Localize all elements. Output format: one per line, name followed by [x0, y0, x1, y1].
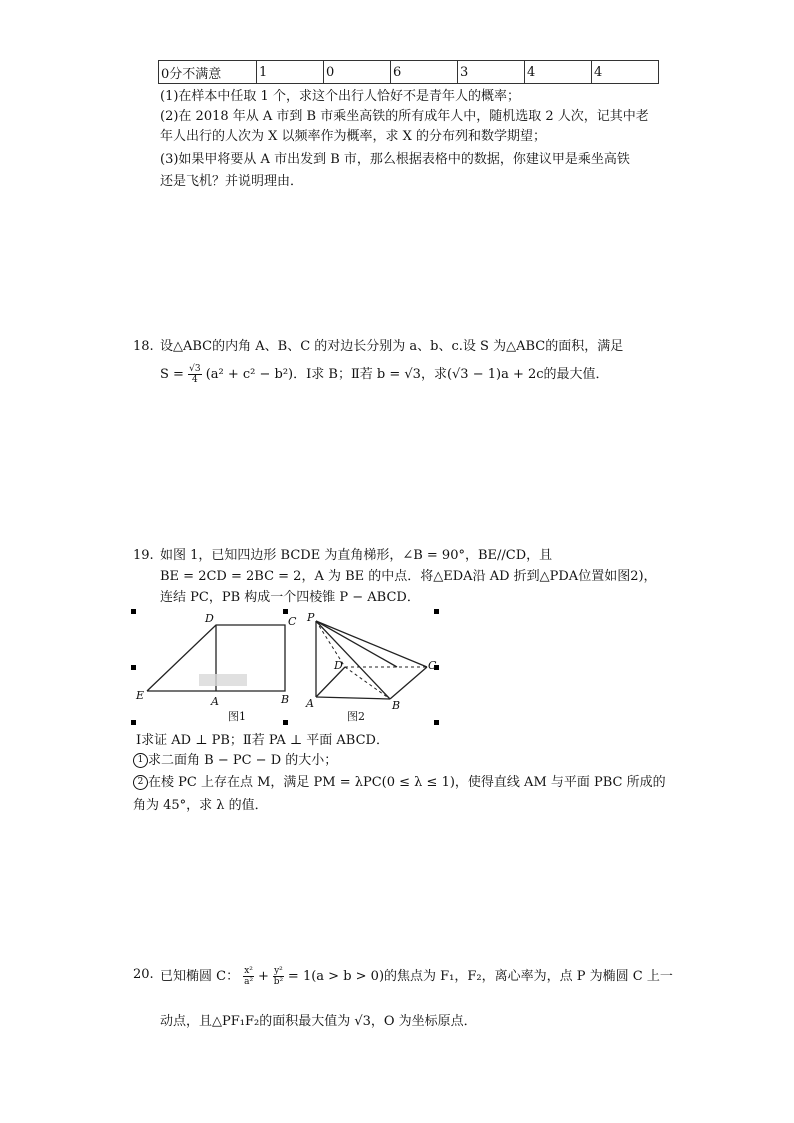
q18-frac-den: 4 [191, 375, 198, 385]
satisfaction-table [158, 60, 659, 84]
q17-part3-line2: 还是飞机？并说明理由． [160, 174, 304, 189]
edge-pb [316, 621, 390, 699]
q18-line2-rest: (a² + c² − b²)．Ⅰ求 B；Ⅱ若 b = √3，求(√3 − 1)a + 2c的最大值． [205, 367, 609, 382]
q17-part3-line1: (3)如果甲将要从 A 市出发到 B 市，那么根据表格中的数据，你建议甲是乘坐高铁 [160, 152, 630, 167]
q19-part1: Ⅰ求证 AD ⊥ PB；Ⅱ若 PA ⊥ 平面 ABCD． [136, 733, 389, 748]
q19-line2: BE = 2CD = 2BC = 2，A 为 BE 的中点．将△EDA沿 AD 折到△PDA位置如图2)， [160, 569, 657, 584]
q19-number: 19. [133, 548, 154, 563]
q18-line1: 设△ABC的内角 A、B、C 的对边长分别为 a、b、c.设 S 为△ABC的面积，满足 [160, 339, 624, 354]
q19-line3: 连结 PC，PB 构成一个四棱锥 P − ABCD． [160, 590, 420, 605]
label-c-fig1: C [288, 615, 297, 628]
edge-pc [316, 621, 397, 667]
circled-one: 1 [133, 753, 148, 768]
q18-number: 18. [133, 339, 154, 354]
q19-sub2-text: 在棱 PC 上存在点 M，满足 PM = λPC(0 ≤ λ ≤ 1)，使得直线 AM 与平面 PBC 所成的 [148, 775, 666, 790]
table-cell: 6 [391, 61, 458, 84]
q19-figure [133, 611, 439, 723]
q19-sub1-text: 求二面角 B − PC − D 的大小； [148, 753, 338, 768]
q18-s-label: S = [160, 367, 189, 382]
table-cell: 0 [324, 61, 391, 84]
q20-frac-y-den: b² [273, 977, 284, 987]
q20-frac-x-den: a² [244, 977, 254, 987]
q19-sub2-line1 [133, 774, 666, 792]
q17-part1: (1)在样本中任取 1 个，求这个出行人恰好不是青年人的概率； [160, 89, 520, 104]
q20-frac-y-num: y² [274, 966, 283, 976]
edge-pc2 [316, 621, 427, 667]
q17-part2-line2: 年人出行的人次为 X 以频率作为概率，求 X 的分布列和数学期望； [160, 129, 547, 144]
table-cell: 4 [592, 61, 659, 84]
label-a-fig1: A [211, 695, 219, 708]
table-row [159, 61, 659, 84]
caption-fig2: 图2 [347, 710, 365, 723]
label-c-fig2: C [428, 659, 437, 672]
q20-line1 [160, 966, 673, 987]
label-e-fig1: E [136, 689, 145, 702]
table-cell: 4 [525, 61, 592, 84]
q20-plus: + [253, 969, 274, 984]
label-d-fig1: D [205, 612, 214, 625]
edge-bc [390, 667, 427, 699]
q18-frac-num: √3 [189, 364, 201, 374]
label-a-fig2: A [306, 697, 314, 710]
q18-line2 [160, 364, 609, 385]
label-p-fig2: P [307, 611, 315, 624]
label-d-fig2: D [334, 659, 343, 672]
q20-number: 20. [133, 967, 154, 982]
q20-frac-x-num: x² [244, 966, 253, 976]
q20-intro: 已知椭圆 C： [160, 969, 240, 984]
circled-two: 2 [133, 775, 148, 790]
q19-sub2-line2: 角为 45°，求 λ 的值． [133, 798, 268, 813]
q20-line1-rest: = 1(a > b > 0)的焦点为 F₁，F₂，离心率为，点 P 为椭圆 C 上一 [283, 969, 673, 984]
q20-frac-y [273, 966, 284, 987]
q20-frac-x [243, 966, 254, 987]
label-b-fig1: B [281, 693, 290, 706]
hidden-edge-db [345, 667, 390, 699]
q18-fraction [188, 364, 201, 385]
label-b-fig2: B [392, 699, 401, 712]
table-cell: 1 [257, 61, 324, 84]
caption-fig1: 图1 [228, 710, 246, 723]
figure-2-pyramid [316, 621, 427, 699]
smudge [199, 674, 247, 686]
table-cell: 0分不满意 [159, 61, 257, 84]
q19-sub1 [133, 752, 337, 770]
edge-ab [316, 697, 390, 699]
q17-part2-line1: (2)在 2018 年从 A 市到 B 市乘坐高铁的所有成年人中，随机选取 2 人次，记其中老 [160, 109, 649, 124]
q19-line1: 如图 1，已知四边形 BCDE 为直角梯形，∠B = 90°，BE//CD，且 [160, 548, 553, 563]
q20-line2: 动点，且△PF₁F₂的面积最大值为 √3，O 为坐标原点． [160, 1014, 477, 1029]
table-cell: 3 [458, 61, 525, 84]
